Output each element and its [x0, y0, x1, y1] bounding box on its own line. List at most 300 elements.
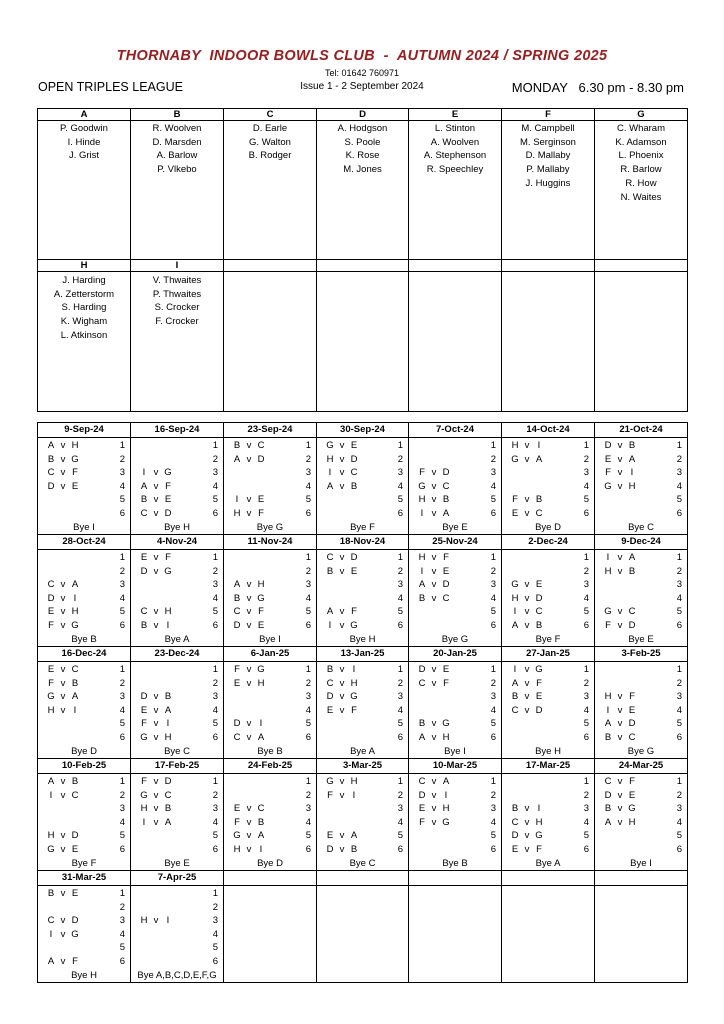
versus: v	[60, 619, 66, 631]
rink-line	[502, 664, 594, 678]
match	[45, 440, 81, 451]
match	[509, 705, 545, 716]
home-team: I	[328, 467, 332, 479]
away-team: E	[442, 565, 450, 577]
player-name: A. Zetterstorm	[53, 288, 115, 300]
match	[602, 776, 638, 787]
away-team: F	[351, 606, 357, 618]
match	[509, 606, 545, 617]
versus: v	[60, 440, 66, 451]
home-team: A	[604, 816, 612, 828]
rink-line	[131, 691, 223, 705]
rink-line	[317, 844, 408, 858]
home-team: B	[418, 718, 426, 730]
rink-line	[409, 593, 501, 607]
home-team: D	[47, 592, 55, 604]
match	[509, 494, 545, 505]
home-team: C	[233, 606, 241, 618]
versus: v	[617, 453, 623, 465]
away-team: H	[257, 579, 265, 591]
match	[231, 664, 267, 675]
home-team: F	[605, 619, 611, 631]
rink-line	[131, 454, 223, 468]
rink-number: 3	[212, 579, 218, 591]
rink-number: 6	[490, 843, 496, 855]
rink-number: 3	[212, 915, 218, 927]
versus: v	[431, 507, 437, 519]
rink-number: 2	[397, 565, 403, 577]
versus: v	[617, 704, 623, 716]
player-name: P. Goodwin	[60, 123, 108, 134]
bye-team: Bye B	[257, 745, 283, 757]
rink-line	[502, 620, 594, 634]
rink-line	[502, 844, 594, 858]
rink-number: 2	[212, 565, 218, 577]
away-team: E	[71, 888, 79, 899]
versus: v	[431, 718, 437, 730]
rink-line	[502, 691, 594, 705]
rink-number: 6	[397, 731, 403, 743]
versus: v	[524, 677, 530, 689]
bye-team: Bye E	[628, 633, 654, 645]
rink-line	[595, 454, 687, 468]
rink-number: 3	[119, 691, 125, 703]
fixture-week	[131, 438, 224, 535]
player-name: P. Mallaby	[526, 164, 570, 176]
home-team: G	[418, 480, 426, 492]
away-team: D	[442, 467, 450, 479]
rink-number: 5	[397, 830, 403, 842]
rink-line	[38, 508, 130, 522]
rink-number: 2	[305, 677, 311, 689]
rink-line	[224, 508, 316, 522]
player-name: B. Rodger	[248, 150, 292, 162]
home-team: E	[511, 843, 519, 855]
rink-number: 3	[583, 803, 589, 815]
versus: v	[524, 691, 530, 703]
rink-number: 3	[397, 467, 403, 479]
home-team: H	[604, 691, 612, 703]
rink-line	[595, 732, 687, 746]
rink-number: 4	[583, 816, 589, 828]
rink-number: 4	[583, 704, 589, 716]
home-team: E	[326, 704, 334, 716]
away-team: A	[164, 816, 172, 828]
rink-line	[502, 790, 594, 804]
away-team: A	[628, 453, 636, 465]
bye-team: Bye H	[535, 745, 561, 757]
home-team: H	[233, 507, 241, 519]
rink-line	[502, 705, 594, 719]
rink-line	[409, 790, 501, 804]
rink-line	[131, 606, 223, 620]
team-letter: F	[502, 109, 595, 121]
home-team: E	[604, 453, 612, 465]
match	[324, 790, 360, 801]
player-name: A. Stephenson	[423, 150, 487, 162]
rink-line	[317, 776, 408, 790]
home-team: F	[141, 718, 147, 730]
rink-line	[38, 732, 130, 746]
match	[602, 732, 638, 743]
fixture-week	[502, 886, 595, 983]
match	[509, 593, 545, 604]
team-players	[409, 121, 502, 260]
away-team: H	[257, 677, 265, 689]
away-team: F	[72, 955, 78, 967]
rink-number: 2	[490, 565, 496, 577]
away-team: B	[71, 677, 79, 689]
versus: v	[153, 552, 159, 563]
versus: v	[153, 691, 159, 703]
rink-line	[224, 776, 316, 790]
match	[416, 718, 452, 729]
match	[45, 467, 81, 478]
away-team: H	[350, 677, 358, 689]
match	[509, 664, 545, 675]
match	[231, 440, 267, 451]
rink-line	[502, 817, 594, 831]
match	[138, 705, 174, 716]
rink-number: 6	[397, 507, 403, 519]
versus: v	[60, 789, 66, 801]
home-team: C	[47, 467, 55, 479]
rink-number: 1	[676, 776, 682, 787]
rink-line	[224, 718, 316, 732]
rink-number: 2	[490, 677, 496, 689]
home-team: I	[606, 704, 610, 716]
fixture-week	[595, 550, 688, 647]
away-team: I	[352, 789, 356, 801]
versus: v	[524, 704, 530, 716]
versus: v	[60, 579, 66, 591]
rink-line	[131, 844, 223, 858]
home-team: F	[48, 677, 54, 689]
versus: v	[431, 565, 437, 577]
rink-number: 6	[212, 843, 218, 855]
home-team: C	[47, 915, 55, 927]
rink-line	[317, 467, 408, 481]
rink-number: 5	[305, 494, 311, 506]
rink-line	[224, 732, 316, 746]
match	[602, 718, 638, 729]
rink-line	[595, 593, 687, 607]
home-team: I	[513, 664, 517, 675]
rink-line	[131, 678, 223, 692]
player-name: L. Phoenix	[618, 150, 664, 162]
versus: v	[524, 830, 530, 842]
rink-number: 4	[305, 704, 311, 716]
rink-line	[502, 593, 594, 607]
match	[324, 620, 360, 631]
match	[324, 664, 360, 675]
versus: v	[339, 691, 345, 703]
home-team: F	[234, 664, 240, 675]
versus: v	[339, 789, 345, 801]
versus: v	[431, 776, 437, 787]
match	[231, 494, 267, 505]
versus: v	[60, 592, 66, 604]
rink-line	[595, 467, 687, 481]
match	[416, 508, 452, 519]
rink-number: 2	[676, 453, 682, 465]
versus: v	[617, 803, 623, 815]
home-team: B	[604, 731, 612, 743]
versus: v	[617, 467, 623, 479]
rink-number: 2	[119, 677, 125, 689]
teams-table	[37, 108, 688, 412]
rink-line	[409, 566, 501, 580]
rink-line	[38, 817, 130, 831]
away-team: A	[71, 691, 79, 703]
rink-line	[409, 440, 501, 454]
away-team: H	[71, 606, 79, 618]
match	[231, 830, 267, 841]
versus: v	[246, 816, 252, 828]
rink-number: 6	[212, 731, 218, 743]
away-team: I	[166, 619, 170, 631]
versus: v	[431, 803, 437, 815]
fixture-week	[224, 774, 317, 871]
versus: v	[246, 579, 252, 591]
versus: v	[246, 453, 252, 465]
rink-line	[317, 579, 408, 593]
bye-team: Bye C	[164, 745, 190, 757]
rink-number: 5	[212, 830, 218, 842]
away-team: I	[166, 718, 170, 730]
rink-line	[502, 481, 594, 495]
rink-number: 6	[305, 731, 311, 743]
fixture-week	[595, 886, 688, 983]
player-name: R. Barlow	[620, 164, 662, 176]
rink-number: 4	[676, 592, 682, 604]
away-team: C	[535, 606, 543, 618]
rink-number: 2	[119, 901, 125, 913]
player-name: D. Mallaby	[525, 150, 571, 162]
player-name: N. Waites	[620, 191, 662, 203]
rink-number: 6	[212, 507, 218, 519]
rink-line	[38, 902, 130, 916]
versus: v	[153, 731, 159, 743]
rink-line	[409, 803, 501, 817]
home-team: I	[49, 789, 53, 801]
rink-number: 2	[583, 453, 589, 465]
home-team: C	[604, 776, 612, 787]
away-team: I	[352, 664, 356, 675]
rink-number: 1	[490, 664, 496, 675]
fixture-week	[409, 774, 502, 871]
rink-line	[224, 454, 316, 468]
away-team: D	[164, 507, 172, 519]
fixture-date: 14-Oct-24	[502, 423, 595, 438]
home-team: F	[419, 467, 425, 479]
rink-number: 3	[676, 691, 682, 703]
fixture-week	[224, 886, 317, 983]
home-team: G	[511, 453, 519, 465]
home-team: I	[606, 552, 610, 563]
rink-line	[595, 803, 687, 817]
rink-line	[317, 454, 408, 468]
rink-line	[595, 790, 687, 804]
fixture-date: 10-Mar-25	[409, 759, 502, 774]
versus: v	[431, 494, 437, 506]
rink-line	[38, 579, 130, 593]
away-team: F	[72, 467, 78, 479]
home-team: I	[235, 494, 239, 506]
match	[45, 915, 81, 926]
match	[416, 776, 452, 787]
away-team: I	[166, 915, 170, 927]
away-team: F	[258, 507, 264, 519]
rink-line	[38, 678, 130, 692]
fixture-week	[317, 774, 409, 871]
versus: v	[60, 888, 66, 899]
rink-line	[317, 817, 408, 831]
away-team: G	[257, 664, 265, 675]
fixture-week	[317, 438, 409, 535]
home-team: C	[418, 776, 426, 787]
versus: v	[339, 606, 345, 618]
match	[602, 454, 638, 465]
fixture-date: 3-Feb-25	[595, 647, 688, 662]
team-players	[502, 272, 595, 412]
rink-number: 4	[397, 816, 403, 828]
match	[138, 508, 174, 519]
rink-line	[224, 817, 316, 831]
rink-line	[409, 678, 501, 692]
home-team: D	[418, 664, 426, 675]
versus: v	[60, 453, 66, 465]
match	[416, 481, 452, 492]
home-team: B	[233, 440, 241, 451]
versus: v	[153, 789, 159, 801]
fixture-week	[409, 886, 502, 983]
team-players	[317, 121, 409, 260]
match	[509, 678, 545, 689]
versus: v	[524, 507, 530, 519]
rink-number: 3	[676, 803, 682, 815]
rink-line	[38, 467, 130, 481]
rink-number: 2	[212, 677, 218, 689]
match	[602, 440, 638, 451]
rink-number: 3	[397, 803, 403, 815]
rink-line	[502, 732, 594, 746]
match	[324, 844, 360, 855]
home-team: I	[420, 565, 424, 577]
versus: v	[431, 480, 437, 492]
player-name: S. Crocker	[154, 302, 200, 314]
rink-number: 6	[212, 619, 218, 631]
home-team: B	[511, 691, 519, 703]
match	[416, 579, 452, 590]
rink-number: 6	[583, 843, 589, 855]
rink-number: 6	[583, 731, 589, 743]
home-team: C	[233, 731, 241, 743]
rink-line	[38, 830, 130, 844]
match	[138, 718, 174, 729]
rink-line	[224, 606, 316, 620]
rink-line	[409, 620, 501, 634]
rink-number: 2	[397, 453, 403, 465]
home-team: A	[511, 677, 519, 689]
rink-number: 5	[212, 494, 218, 506]
away-team: F	[536, 843, 542, 855]
match	[509, 691, 545, 702]
home-team: D	[233, 718, 241, 730]
player-name: K. Wigham	[60, 316, 108, 328]
team-letter: B	[131, 109, 224, 121]
bye-team: Bye E	[442, 521, 468, 533]
away-team: C	[257, 440, 265, 451]
home-team: G	[140, 731, 148, 743]
versus: v	[60, 955, 66, 967]
away-team: B	[257, 816, 265, 828]
home-team: G	[47, 843, 55, 855]
bye-team: Bye A	[164, 633, 190, 645]
rink-number: 1	[397, 664, 403, 675]
home-team: B	[604, 803, 612, 815]
versus: v	[153, 565, 159, 577]
away-team: A	[71, 579, 79, 591]
match	[602, 803, 638, 814]
away-team: I	[537, 440, 541, 451]
rink-line	[595, 817, 687, 831]
home-team: G	[233, 830, 241, 842]
versus: v	[153, 816, 159, 828]
home-team: F	[605, 467, 611, 479]
away-team: D	[628, 619, 636, 631]
match	[509, 620, 545, 631]
rink-line	[224, 803, 316, 817]
fixture-date: 27-Jan-25	[502, 647, 595, 662]
fixtures-table	[37, 422, 688, 983]
home-team: A	[47, 776, 55, 787]
rink-number: 1	[676, 552, 682, 563]
fixture-week	[38, 438, 131, 535]
fixture-date	[502, 871, 595, 886]
team-letter: D	[317, 109, 409, 121]
rink-number: 6	[305, 843, 311, 855]
team-players	[131, 272, 224, 412]
rink-line	[224, 620, 316, 634]
away-team: B	[71, 776, 79, 787]
team-letter: A	[38, 109, 131, 121]
player-name: J. Harding	[62, 275, 106, 286]
versus: v	[153, 480, 159, 492]
away-team: D	[164, 776, 172, 787]
rink-number: 6	[305, 619, 311, 631]
rink-line	[38, 494, 130, 508]
home-team: B	[140, 494, 148, 506]
fixture-week	[317, 662, 409, 759]
rink-number: 3	[583, 579, 589, 591]
away-team: E	[628, 789, 636, 801]
home-team: B	[418, 592, 426, 604]
home-team: I	[513, 606, 517, 618]
rink-line	[595, 776, 687, 790]
rink-line	[317, 566, 408, 580]
rink-line	[224, 440, 316, 454]
match	[45, 830, 81, 841]
match	[416, 566, 452, 577]
fixture-week	[317, 886, 409, 983]
team-letter: H	[38, 260, 131, 272]
match	[138, 566, 174, 577]
match	[45, 776, 81, 787]
player-name: M. Campbell	[521, 123, 575, 134]
rink-number: 2	[119, 789, 125, 801]
bye-team: Bye H	[71, 969, 97, 981]
